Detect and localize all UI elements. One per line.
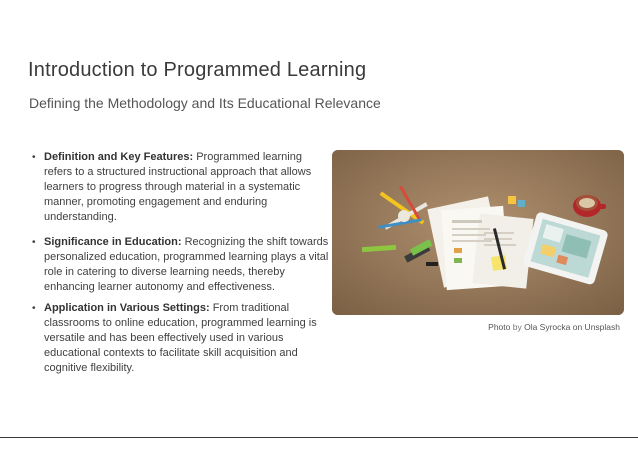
caption-credit-link[interactable]: Ola Syrocka on Unsplash — [524, 322, 620, 332]
caption-photo-link[interactable]: Photo — [488, 322, 511, 332]
footer-divider — [0, 437, 638, 438]
bullet-text: Recognizing the shift towards personalized education, programmed learning plays a vital role in catering to diverse learning needs, thereby enhancing learner autonomy and effectiveness. — [44, 236, 329, 293]
sticky-note — [508, 196, 516, 204]
bullet-dot-icon: • — [32, 237, 36, 248]
bullet-list — [30, 150, 330, 386]
bullet-dot-icon: • — [32, 303, 36, 314]
bullet-heading: Significance in Education: — [44, 236, 182, 248]
sticky-note — [518, 200, 525, 207]
bullet-item — [30, 150, 330, 225]
bullet-heading: Definition and Key Features: — [44, 151, 194, 163]
desk-photo — [332, 150, 624, 315]
bullet-item — [30, 235, 330, 295]
slide-title: Introduction to Programmed Learning — [28, 59, 367, 81]
desk-photo-illustration — [332, 150, 624, 315]
eraser — [426, 262, 438, 266]
slide-subtitle: Defining the Methodology and Its Educational Relevance — [29, 95, 381, 111]
photo-caption — [332, 322, 620, 332]
caption-by: by — [510, 322, 525, 332]
bullet-item — [30, 301, 330, 376]
bullet-text: Programmed learning refers to a structured instructional approach that allows learners to progress through material in a systematic manner, promoting engagement and enduring understanding. — [44, 151, 312, 223]
bullet-text: From traditional classrooms to online education, programmed learning is versatile and has been effectively used in various educational contexts to facilitate skill acquisition and cognitive flexibility. — [44, 302, 317, 374]
bullet-heading: Application in Various Settings: — [44, 302, 210, 314]
bullet-dot-icon: • — [32, 152, 36, 163]
